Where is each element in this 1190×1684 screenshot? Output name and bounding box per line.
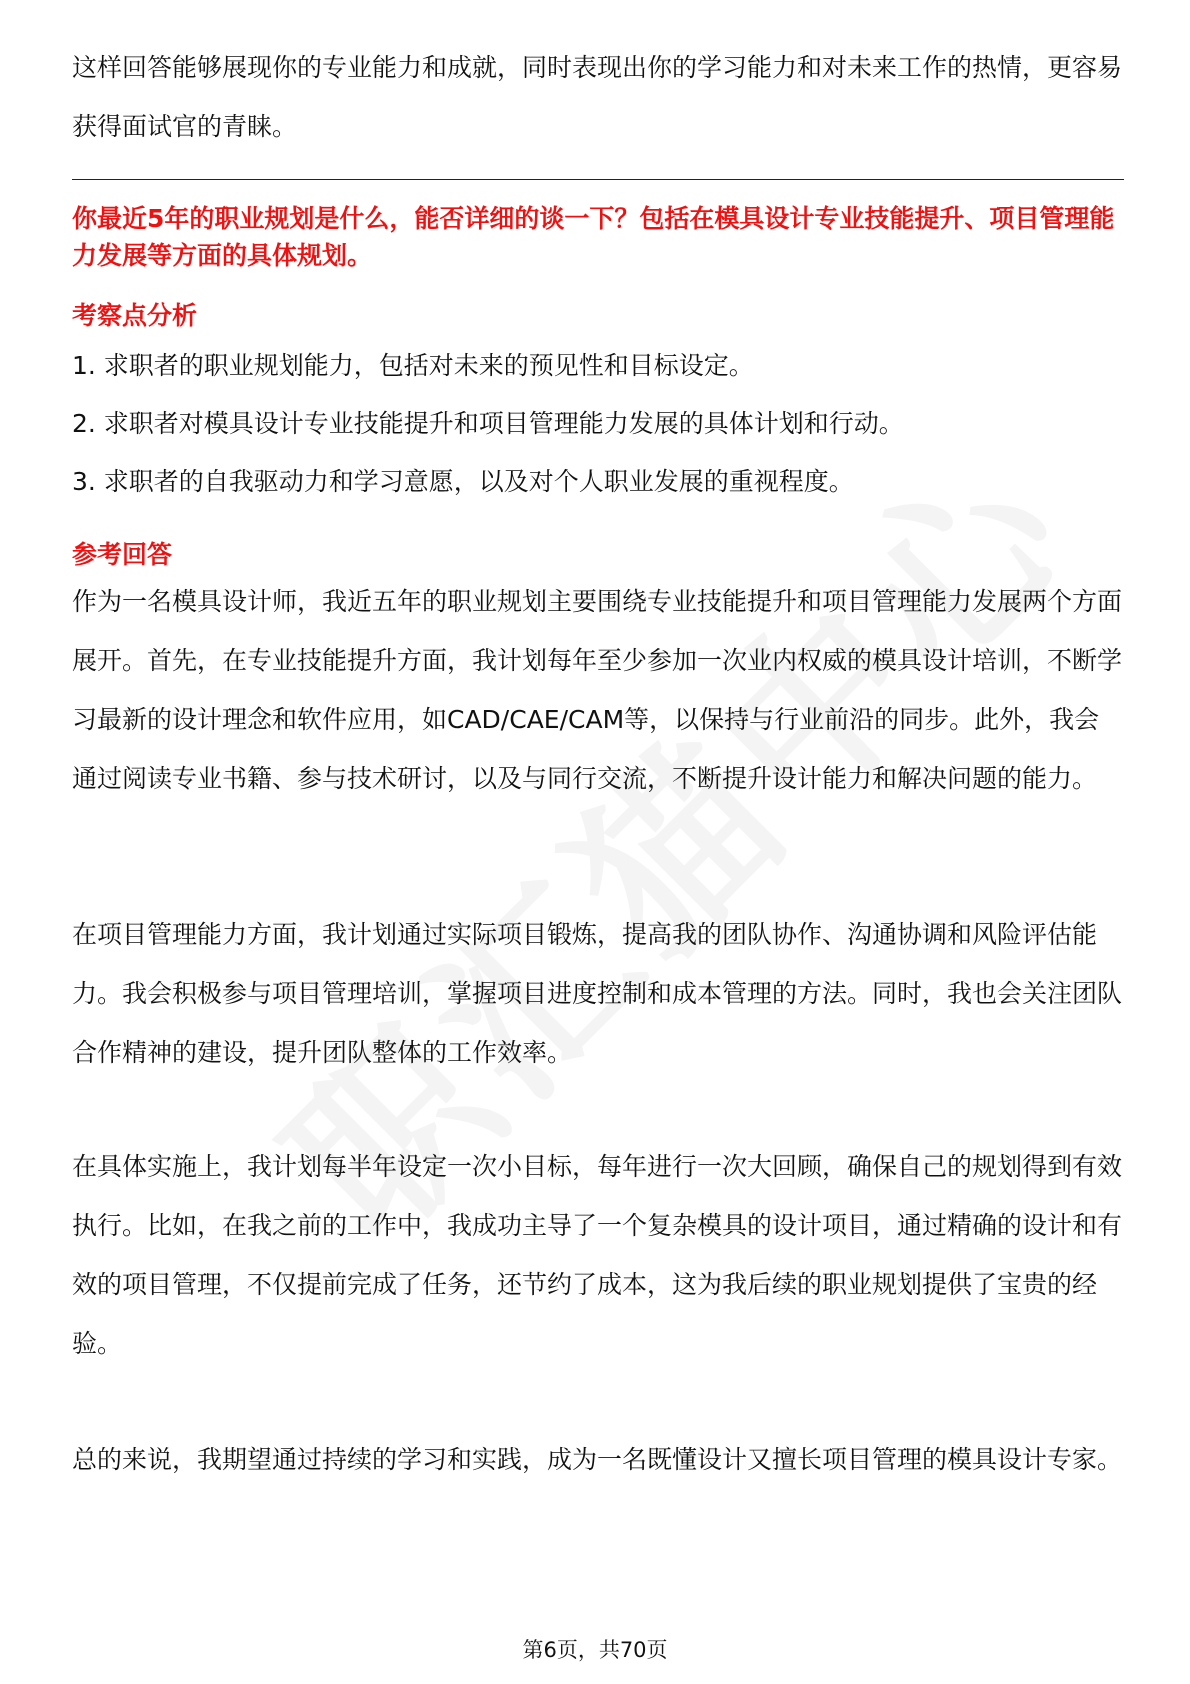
analysis-item: 3. 求职者的自我驱动力和学习意愿，以及对个人职业发展的重视程度。	[72, 467, 854, 496]
answer-paragraph: 在项目管理能力方面，我计划通过实际项目锻炼，提高我的团队协作、沟通协调和风险评估能力。我会积极参与项目管理培训，掌握项目进度控制和成本管理的方法。同时，我也会关注团队合作精神的建设，提升团队整体的工作效率。	[72, 920, 1123, 1067]
interview-question: 你最近5年的职业规划是什么，能否详细的谈一下？包括在模具设计专业技能提升、项目管理能力发展等方面的具体规划。	[72, 204, 1115, 270]
analysis-heading: 考察点分析	[72, 301, 198, 330]
answer-heading: 参考回答	[72, 540, 173, 569]
analysis-item: 1. 求职者的职业规划能力，包括对未来的预见性和目标设定。	[72, 351, 754, 380]
answer-paragraph: 作为一名模具设计师，我近五年的职业规划主要围绕专业技能提升和项目管理能力发展两个方面展开。首先，在专业技能提升方面，我计划每年至少参加一次业内权威的模具设计培训，不断学习最新的设计理念和软件应用，如CAD/CAE/CAM等，以保持与行业前沿的同步。此外，我会通过阅读专业书籍、参与技术研讨，以及与同行交流，不断提升设计能力和解决问题的能力。	[72, 587, 1123, 793]
divider	[72, 179, 1124, 180]
page-number: 第6页，共70页	[522, 1638, 668, 1662]
answer-paragraph: 在具体实施上，我计划每半年设定一次小目标，每年进行一次大回顾，确保自己的规划得到有效执行。比如，在我之前的工作中，我成功主导了一个复杂模具的设计项目，通过精确的设计和有效的项目管理，不仅提前完成了任务，还节约了成本，这为我后续的职业规划提供了宝贵的经验。	[72, 1152, 1123, 1358]
analysis-item: 2. 求职者对模具设计专业技能提升和项目管理能力发展的具体计划和行动。	[72, 409, 904, 438]
answer-paragraph: 总的来说，我期望通过持续的学习和实践，成为一名既懂设计又擅长项目管理的模具设计专家。	[72, 1445, 1123, 1474]
intro-paragraph: 这样回答能够展现你的专业能力和成就，同时表现出你的学习能力和对未来工作的热情，更容易获得面试官的青睐。	[72, 53, 1123, 141]
